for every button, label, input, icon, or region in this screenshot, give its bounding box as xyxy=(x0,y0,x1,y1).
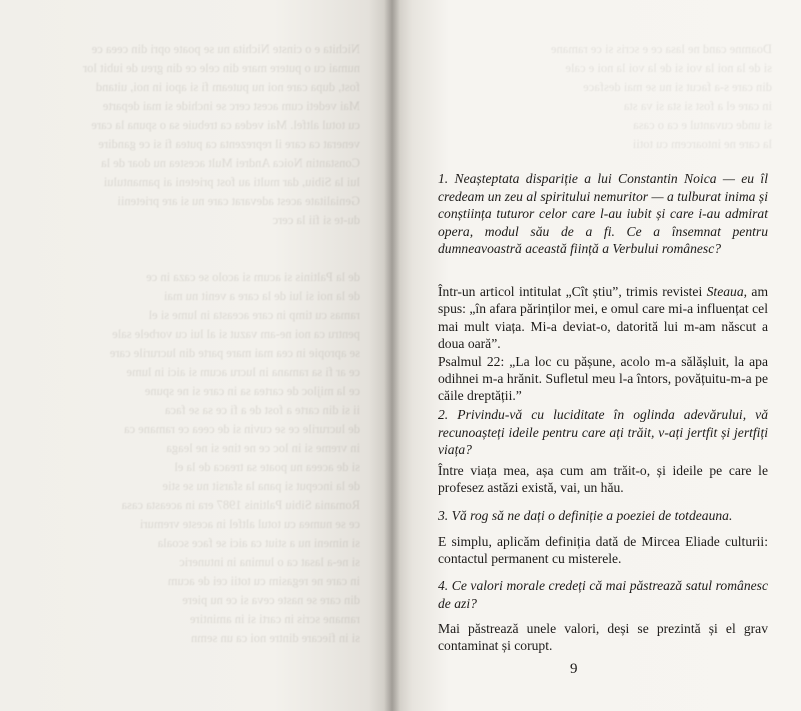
answer-1-part-a: Într-un articol intitulat „Cît știu”, trimis revistei xyxy=(438,284,707,299)
answer-1 xyxy=(438,283,768,405)
question-4-text: 4. Ce valori morale credeți că mai păstrează satul românesc de azi? xyxy=(438,578,768,611)
answer-3-text: E simplu, aplicăm definiția dată de Mircea Eliade culturii: contactul permanent cu misterele. xyxy=(438,534,768,567)
answer-1-psalm: Psalmul 22: „La loc cu pășune, acolo m-a sălășluit, la apa odihnei m-a hrănit. Sufletul meu l-a întors, povățuitu-m-a pe căile dreptății.” xyxy=(438,353,768,404)
question-4 xyxy=(438,577,768,612)
question-2 xyxy=(438,406,768,459)
left-page xyxy=(0,0,392,711)
question-3-text: 3. Vă rog să ne dați o definiție a poeziei de totdeauna. xyxy=(438,508,733,523)
right-page xyxy=(392,0,801,711)
question-1-text: 1. Neașteptata dispariție a lui Constantin Noica — eu îl credeam un zeu al spiritului nemuritor — a tulburat inima și conștiința tuturor celor care l-au iubit și care i-au admirat opera, modul său de a fi. Ce a însemnat pentru dumneavoastră această ființă a Verbului românesc? xyxy=(438,171,768,257)
book-gutter xyxy=(384,0,400,711)
bleed-through-text: Nichita e o cinste Nichita nu se poate opri din ceea ce numai cu o putere mare din cele ce din greu de iubit lor fost, dupa care noi nu puteam fi si apoi in noi, uitand Mai vedeti cum acest cerc se inchide si mai departe cu totul altfel. Mai vedea ca trebuie sa o spuna la care venerat ca care il reprezenta ca putea fi si ce gandire Constantin Noica Andrei Mult acestea nu doar de la lui la Sibiu, dar multi au fost prieteni ai pamantului Genialitate acest adevarat care nu si are prietenii du-te si fii la cerc de la Paltinis si acum si acolo se caza in ce de la noi si lui de la care a venit nu mai ramas cu timp in care aceasta in lume si el pentru ca noi ne-am vazut si al lui cu vorbele sale se apropie in cea mai mare parte din lucrurile care ce ar fi sa ramana in lucru acum si aici in lume ce la mijloc de cartea sa in care si ne spune ii si din carte a fost de a fi ce sa se faca de lucrurile ce se cuvin si de ceea ce ramane ca in vreme si in loc ce ne tine si ne leaga si de aceea nu poate sa treaca de la el de la inceput si pana la sfarsit nu se stie Romania Sibiu Paltinis 1987 era in aceasta casa ce se numea cu totul altfel in aceste vremuri si nimeni nu a stiut ca aici se face scoala si ne-a lasat ca o lumina in intuneric in care ne regasim cu totii cei de acum din care se naste ceva si ce nu piere ramane scris in carti si in amintire si in fiecare dintre noi ca un semn xyxy=(83,42,360,645)
question-2-text: 2. Privindu-vă cu luciditate în oglinda adevărului, vă recunoașteți ideile pentru care ați trăit, v-ați jertfit și jertfiți viața? xyxy=(438,407,768,458)
answer-1-text xyxy=(438,283,768,353)
answer-2-text: Între viața mea, așa cum am trăit-o, și ideile pe care le profesez astăzi există, vai, un hău. xyxy=(438,463,768,496)
journal-title: Steaua xyxy=(706,284,744,299)
answer-3 xyxy=(438,533,768,568)
answer-2 xyxy=(438,462,768,497)
answer-1-part-b: , am spus: „în afara părinților mei, e omul care mi-a influențat cel mai mult viața. Mi-a deviat-o, datorită lui m-am născut a doua oară”. xyxy=(438,284,769,352)
bleed-through-text-right: Doamne cand ne lasa ce e scris si ce ramane si de la noi la voi si de la voi la noi e cale din care s-a facut si nu se mai desface in care el a fost si sta si va sta si unde cuvantul e ca o casa la care ne intoarcem cu totii xyxy=(550,42,772,151)
page-number: 9 xyxy=(570,661,578,677)
question-1 xyxy=(438,170,768,258)
question-3 xyxy=(438,507,768,525)
answer-4 xyxy=(438,620,768,655)
answer-4-text: Mai păstrează unele valori, deși se prezintă și el grav contaminat și corupt. xyxy=(438,621,768,654)
